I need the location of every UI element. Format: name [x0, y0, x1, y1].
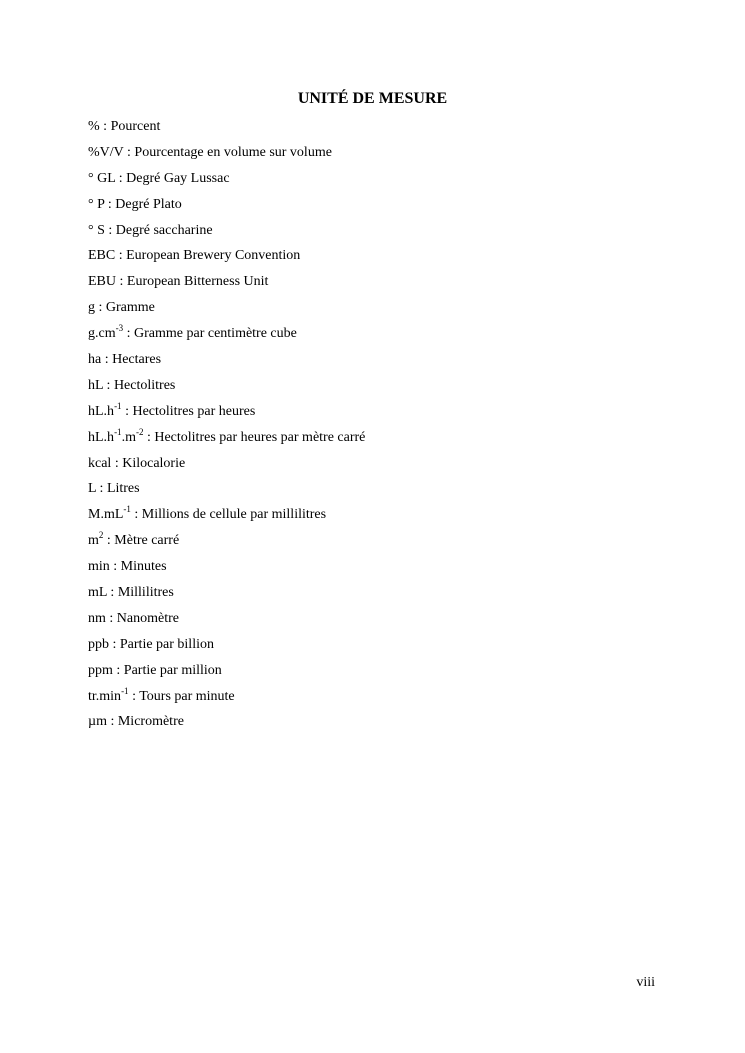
unit-row: [88, 195, 365, 221]
unit-definition: Partie par million: [123, 662, 222, 678]
unit-row: [88, 298, 365, 324]
unit-separator: :: [115, 170, 127, 186]
unit-definition: Millions de cellule par millilitres: [141, 507, 327, 523]
unit-symbol-text: g: [88, 300, 95, 316]
unit-symbol-text: ha: [88, 352, 102, 368]
unit-definition: Minutes: [120, 559, 167, 575]
unit-symbol-text: ° S: [88, 222, 105, 238]
unit-separator: :: [103, 533, 115, 549]
unit-separator: :: [112, 662, 124, 678]
unit-row: [88, 143, 365, 169]
unit-symbol-text: ppb: [88, 636, 109, 652]
unit-symbol-exponent: -1: [114, 400, 122, 411]
unit-symbol: [88, 352, 101, 367]
unit-symbol: [88, 611, 106, 626]
unit-definition: Tours par minute: [139, 688, 235, 704]
unit-separator: :: [103, 377, 114, 393]
unit-symbol-text: hL.h: [88, 403, 115, 419]
unit-row: [88, 272, 365, 298]
unit-row: [88, 117, 365, 143]
unit-symbol-exponent: -2: [135, 426, 144, 437]
unit-row: [88, 712, 365, 738]
unit-row: [88, 557, 365, 583]
unit-row: [88, 221, 365, 247]
unit-symbol: [88, 274, 116, 289]
unit-definition: Pourcent: [110, 119, 161, 134]
unit-separator: :: [105, 610, 117, 626]
unit-symbol: [88, 171, 115, 186]
unit-symbol-text: EBU: [88, 274, 116, 290]
unit-separator: :: [96, 481, 107, 497]
unit-symbol: [88, 300, 95, 315]
unit-symbol: [88, 504, 131, 523]
unit-list: [88, 117, 365, 738]
unit-symbol-text: hL: [88, 377, 104, 393]
unit-symbol-text: %: [88, 119, 100, 134]
unit-row: [88, 479, 365, 505]
unit-definition: Degré Gay Lussac: [126, 170, 230, 186]
unit-definition: European Bitterness Unit: [126, 274, 269, 290]
unit-symbol-text: nm: [88, 610, 106, 626]
unit-symbol: [88, 248, 115, 263]
unit-separator: :: [104, 196, 116, 212]
unit-symbol-text: .m: [121, 429, 136, 445]
unit-separator: :: [104, 222, 116, 238]
unit-definition: Hectolitres par heures: [132, 403, 256, 419]
unit-separator: :: [99, 119, 111, 134]
unit-row: [88, 402, 365, 428]
unit-symbol: [88, 378, 103, 393]
unit-symbol: [88, 119, 100, 134]
unit-definition: European Brewery Convention: [126, 248, 301, 264]
unit-definition: Mètre carré: [114, 533, 180, 549]
unit-symbol: [88, 714, 107, 729]
page-number: viii: [636, 975, 655, 990]
unit-symbol-text: kcal: [88, 455, 112, 471]
unit-separator: :: [143, 429, 155, 445]
unit-symbol-text: min: [88, 559, 110, 575]
unit-separator: :: [121, 403, 133, 419]
unit-symbol-exponent: -1: [114, 426, 122, 437]
unit-definition: Gramme: [105, 300, 155, 316]
unit-symbol: [88, 223, 105, 238]
unit-row: [88, 583, 365, 609]
unit-symbol-text: mL: [88, 585, 107, 601]
unit-symbol: [88, 426, 144, 445]
unit-separator: :: [111, 455, 123, 471]
unit-symbol-text: µm: [88, 714, 107, 730]
unit-symbol: [88, 685, 129, 704]
unit-row: [88, 661, 365, 687]
unit-row: [88, 324, 365, 350]
unit-row: [88, 635, 365, 661]
unit-separator: :: [101, 352, 113, 368]
unit-symbol: [88, 323, 124, 342]
unit-symbol: [88, 637, 109, 652]
unit-definition: Litres: [106, 481, 140, 497]
unit-symbol: [88, 559, 110, 574]
unit-row: [88, 609, 365, 635]
unit-symbol-exponent: -1: [123, 504, 131, 515]
unit-symbol-text: %V/V: [88, 144, 124, 160]
unit-definition: Nanomètre: [116, 610, 179, 626]
unit-definition: Degré saccharine: [115, 222, 213, 238]
unit-separator: :: [130, 507, 142, 523]
unit-separator: :: [116, 274, 127, 290]
unit-separator: :: [95, 300, 106, 316]
unit-symbol: [88, 456, 111, 471]
unit-symbol: [88, 400, 122, 419]
unit-row: [88, 687, 365, 713]
unit-symbol-text: m: [88, 533, 99, 549]
unit-symbol: [88, 663, 113, 678]
unit-definition: Kilocalorie: [122, 455, 186, 471]
unit-definition: Degré Plato: [115, 196, 182, 212]
unit-symbol-text: L: [88, 481, 97, 497]
unit-symbol-text: EBC: [88, 248, 116, 264]
unit-definition: Micromètre: [117, 714, 184, 730]
unit-row: [88, 531, 365, 557]
unit-separator: :: [123, 144, 135, 160]
unit-definition: Millilitres: [117, 585, 174, 601]
unit-separator: :: [109, 636, 120, 652]
unit-symbol-text: hL.h: [88, 429, 115, 445]
unit-symbol: [88, 145, 124, 160]
unit-separator: :: [128, 688, 140, 704]
unit-symbol-text: ° GL: [88, 170, 116, 186]
unit-symbol: [88, 197, 104, 212]
unit-separator: :: [106, 714, 118, 730]
unit-symbol-text: ppm: [88, 662, 113, 678]
unit-separator: :: [115, 248, 127, 264]
unit-symbol-exponent: -1: [121, 685, 129, 696]
unit-row: [88, 350, 365, 376]
unit-definition: Hectolitres: [113, 377, 176, 393]
unit-row: [88, 246, 365, 272]
unit-symbol-text: ° P: [88, 196, 105, 212]
unit-row: [88, 505, 365, 531]
unit-row: [88, 428, 365, 454]
unit-definition: Hectolitres par heures par mètre carré: [154, 429, 366, 445]
unit-row: [88, 454, 365, 480]
unit-symbol: [88, 585, 107, 600]
unit-symbol-exponent: 2: [98, 530, 104, 541]
unit-row: [88, 169, 365, 195]
unit-definition: Pourcentage en volume sur volume: [134, 144, 332, 160]
unit-symbol: [88, 530, 104, 549]
unit-definition: Partie par billion: [119, 636, 214, 652]
page-title: UNITÉ DE MESURE: [297, 90, 448, 107]
unit-symbol-text: tr.min: [88, 688, 122, 704]
unit-separator: :: [106, 585, 118, 601]
unit-symbol-text: g.cm: [88, 326, 116, 342]
unit-definition: Gramme par centimètre cube: [134, 326, 297, 342]
unit-separator: :: [123, 326, 134, 342]
unit-separator: :: [109, 559, 121, 575]
unit-definition: Hectares: [112, 352, 162, 368]
unit-symbol: [88, 481, 96, 496]
unit-symbol-exponent: -3: [115, 323, 124, 334]
unit-row: [88, 376, 365, 402]
unit-symbol-text: M.mL: [88, 507, 124, 523]
